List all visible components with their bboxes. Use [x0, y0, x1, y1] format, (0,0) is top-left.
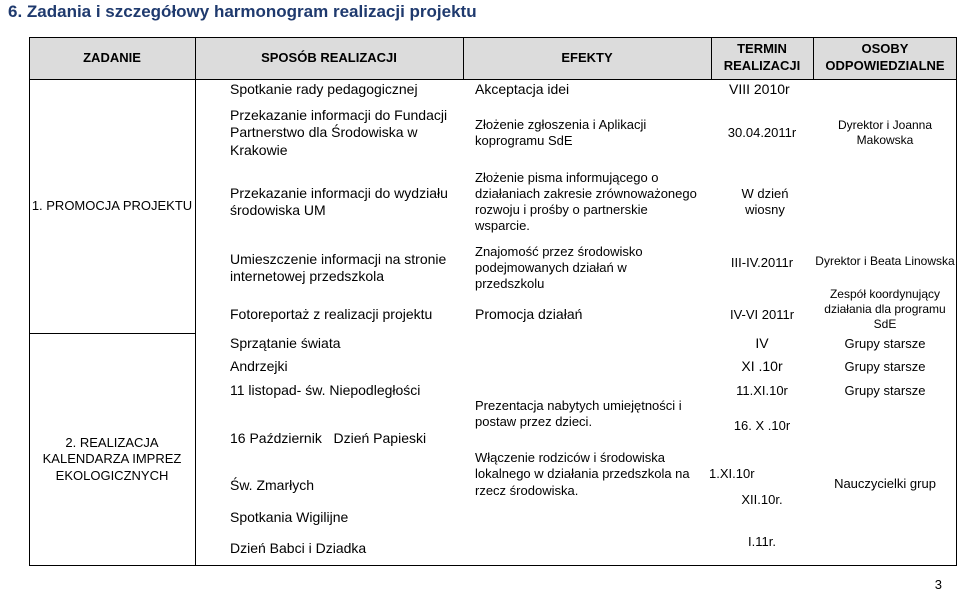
s2-efekty-prezentacja: Prezentacja nabytych umiejętności i postaw przez dzieci.	[475, 398, 682, 430]
task-promocja-projektu: 1. PROMOCJA PROJEKTU	[31, 197, 193, 213]
s2-termin-16-x: 16. X .10r	[733, 417, 791, 433]
s2-termin-11-xi: 11.XI.10r	[736, 382, 788, 398]
s1-row1-efekty: Akceptacja idei	[475, 81, 570, 98]
s1-row4-sposob: Umieszczenie informacji na stronie internetowej przedszkola	[230, 250, 447, 284]
s2-termin-iv: IV	[755, 335, 769, 352]
s1-row2-termin: 30.04.2011r	[727, 124, 797, 140]
s2-item-niepodleglosci: 11 listopad- św. Niepodległości	[230, 382, 421, 399]
s1-row5-sposob: Fotoreportaż z realizacji projektu	[230, 306, 433, 323]
s2-termin-xi: XI .10r	[741, 358, 783, 375]
s2-osoby-grupy-2: Grupy starsze	[844, 358, 926, 374]
border-h-section	[29, 333, 195, 334]
s1-row4-termin: III-IV.2011r	[730, 254, 794, 270]
task-realizacja-kalendarza: 2. REALIZACJA KALENDARZA IMPREZ EKOLOGICZNYCH	[42, 435, 182, 483]
s2-osoby-grupy-1: Grupy starsze	[844, 335, 926, 351]
border-h-top	[29, 37, 957, 38]
s1-row2-efekty: Złożenie zgłoszenia i Aplikacji koprogramu SdE	[475, 116, 647, 148]
border-v-left	[29, 37, 30, 566]
s1-row3-efekty: Złożenie pisma informującego o działaniach zakresie zrównoważonego rozwoju i prośby o partnerskie wsparcie.	[475, 169, 697, 234]
header-zadanie: ZADANIE	[83, 49, 141, 65]
s2-termin-1-xi: 1.XI.10r	[709, 465, 755, 481]
border-v-sposob	[463, 37, 464, 79]
s2-item-zmarlych: Św. Zmarłych	[230, 477, 315, 494]
s2-termin-xii: XII.10r.	[741, 491, 783, 507]
s1-osoby-zespol: Zespół koordynujący działania dla programu SdE	[824, 286, 946, 331]
border-v-right	[956, 37, 957, 566]
s2-osoby-nauczycielki: Nauczycielki grup	[834, 476, 936, 492]
s2-item-wigilijne: Spotkania Wigilijne	[230, 509, 349, 526]
border-v-efekty	[711, 37, 712, 79]
s1-row3-sposob: Przekazanie informacji do wydziału środowiska UM	[230, 184, 448, 218]
schedule-table	[29, 37, 957, 566]
s2-item-sprzatanie: Sprzątanie świata	[230, 335, 341, 352]
document-heading: 6. Zadania i szczegółowy harmonogram realizacji projektu	[8, 2, 477, 21]
s1-row1-termin: VIII 2010r	[729, 81, 790, 98]
header-efekty: EFEKTY	[561, 49, 613, 65]
s1-row3-termin: W dzień wiosny	[741, 185, 789, 217]
border-h-bottom	[29, 565, 957, 566]
s1-row5-efekty: Promocja działań	[475, 306, 583, 323]
s2-item-dzien-babci: Dzień Babci i Dziadka	[230, 540, 367, 557]
s2-item-andrzejki: Andrzejki	[230, 358, 288, 375]
s1-osoby-linowska: Dyrektor i Beata Linowska	[815, 253, 955, 268]
header-sposob: SPOSÓB REALIZACJI	[261, 49, 397, 65]
s2-efekty-wlaczenie: Włączenie rodziców i środowiska lokalnego w działania przedszkola na rzecz środowiska.	[475, 450, 690, 498]
header-termin: TERMIN REALIZACJI	[723, 41, 801, 73]
s2-osoby-grupy-3: Grupy starsze	[844, 382, 926, 398]
border-v-termin	[813, 37, 814, 79]
border-v-zadanie	[195, 37, 196, 566]
s2-item-dzien-papieski: 16 Październik Dzień Papieski	[230, 430, 427, 447]
s1-row5-termin: IV-VI 2011r	[729, 306, 795, 322]
s1-row1-sposob: Spotkanie rady pedagogicznej	[230, 81, 418, 98]
s1-row4-efekty: Znajomość przez środowisko podejmowanych działań w przedszkolu	[475, 243, 643, 292]
s2-termin-i-11: I.11r.	[748, 533, 776, 549]
s1-row2-sposob: Przekazanie informacji do Fundacji Partnerstwo dla Środowiska w Krakowie	[230, 106, 448, 158]
s1-osoby-makowska: Dyrektor i Joanna Makowska	[837, 118, 933, 147]
header-osoby: OSOBY ODPOWIEDZIALNE	[825, 41, 945, 73]
page-number: 3	[934, 577, 942, 592]
border-h-header	[29, 79, 957, 80]
